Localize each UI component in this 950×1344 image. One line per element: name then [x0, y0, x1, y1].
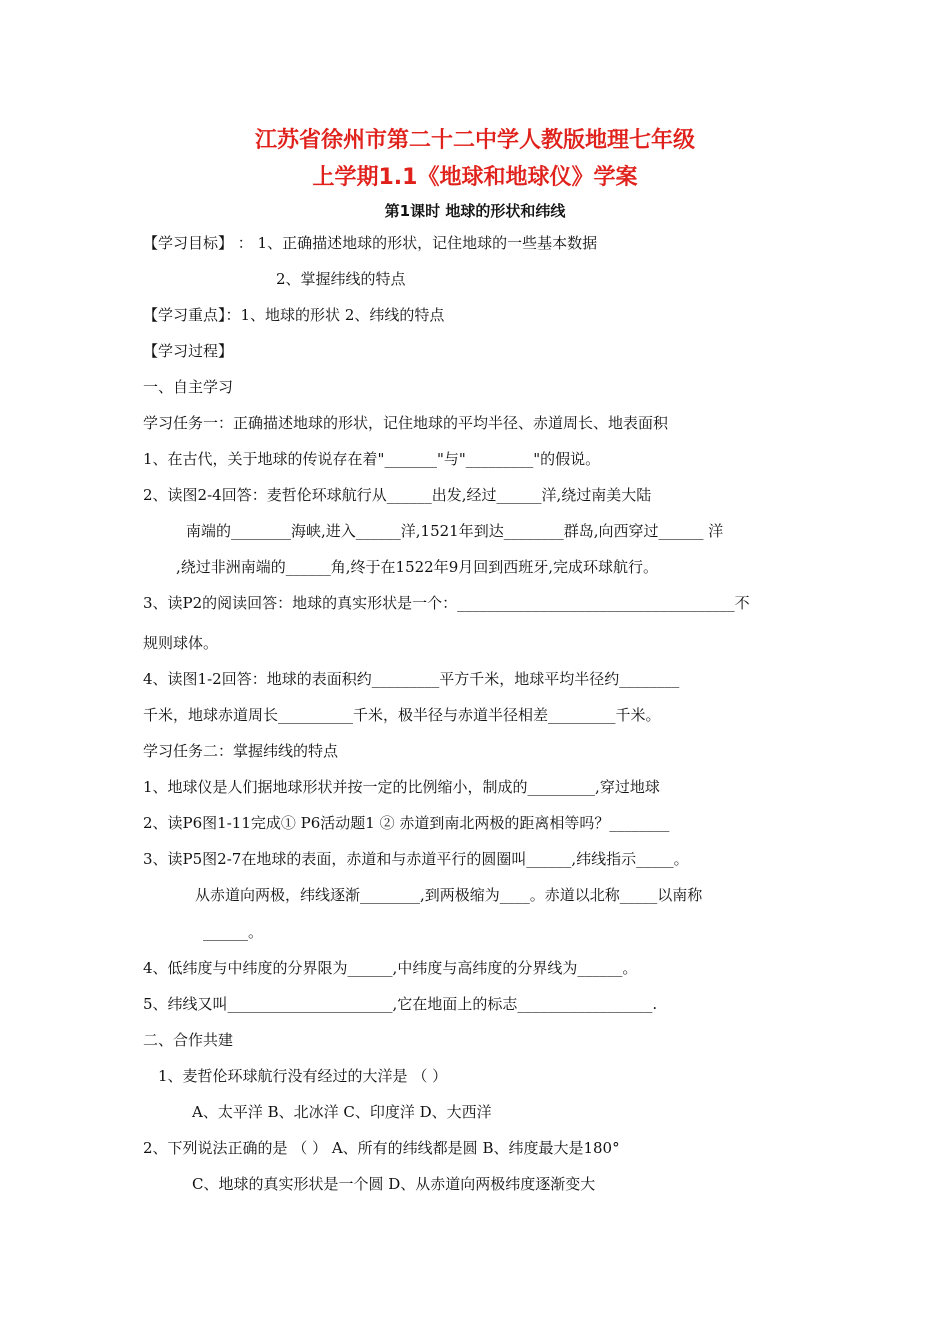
task-2-question-3-line-3: ______。	[203, 923, 264, 941]
title-line-1: 江苏省徐州市第二十二中学人教版地理七年级	[254, 128, 695, 153]
task-2-question-1: 1、地球仪是人们据地球形状并按一定的比例缩小，制成的_________,穿过地球	[143, 778, 660, 796]
question-4-line-2: 千米，地球赤道周长__________千米，极半径与赤道半径相差_________千米。	[143, 706, 661, 724]
learning-focus: 【学习重点】：1、地球的形状 2、纬线的特点	[143, 306, 445, 324]
learning-goal-1: 【学习目标】 ： 1、正确描述地球的形状，记住地球的一些基本数据	[143, 234, 598, 252]
task-1-heading: 学习任务一：正确描述地球的形状，记住地球的平均半径、赤道周长、地表面积	[143, 414, 669, 432]
task-2-question-3-line-1: 3、读P5图2-7在地球的表面，赤道和与赤道平行的圆圈叫______,纬线指示_____。	[143, 850, 689, 868]
question-2-line-3: ,绕过非洲南端的______角,终于在1522年9月回到西班牙,完成环球航行。	[176, 558, 659, 576]
section-heading-1: 一、自主学习	[143, 378, 234, 396]
mc-question-2-options: C、地球的真实形状是一个圆 D、从赤道向两极纬度逐渐变大	[192, 1175, 596, 1193]
mc-question-1-options: A、太平洋 B、北冰洋 C、印度洋 D、大西洋	[192, 1103, 492, 1121]
question-2-line-2: 南端的________海峡,进入______洋,1521年到达________群岛,向西穿过______ 洋	[186, 522, 724, 540]
mc-question-2: 2、下列说法正确的是 （ ） A、所有的纬线都是圆 B、纬度最大是180°	[143, 1139, 620, 1157]
mc-question-1: 1、麦哲伦环球航行没有经过的大洋是 （ ）	[158, 1067, 448, 1085]
section-heading-2: 二、合作共建	[143, 1031, 234, 1049]
task-2-question-3-line-2: 从赤道向两极，纬线逐渐________,到两极缩为____。赤道以北称_____以南称	[195, 886, 703, 904]
question-1: 1、在古代，关于地球的传说存在着"_______"与"_________"的假说。	[143, 450, 601, 468]
learning-process-heading: 【学习过程】	[143, 342, 234, 360]
question-3-line-2: 规则球体。	[143, 634, 219, 652]
learning-goal-2: 2、掌握纬线的特点	[276, 270, 406, 288]
task-2-question-5: 5、纬线又叫______________________,它在地面上的标志__________________.	[143, 995, 658, 1013]
lesson-subtitle: 第1课时 地球的形状和纬线	[384, 202, 566, 220]
task-2-question-2: 2、读P6图1-11完成① P6活动题1 ② 赤道到南北两极的距离相等吗？________	[143, 814, 670, 832]
title-line-2: 上学期1.1《地球和地球仪》学案	[312, 165, 638, 190]
task-2-question-4: 4、低纬度与中纬度的分界限为______,中纬度与高纬度的分界线为______。	[143, 959, 638, 977]
question-2-line-1: 2、读图2-4回答：麦哲伦环球航行从______出发,经过______洋,绕过南美大陆	[143, 486, 652, 504]
task-2-heading: 学习任务二：掌握纬线的特点	[143, 742, 339, 760]
question-4-line-1: 4、读图1-2回答：地球的表面积约_________平方千米，地球平均半径约________	[143, 670, 680, 688]
question-3-line-1: 3、读P2的阅读回答：地球的真实形状是一个：_____________________________________不	[143, 594, 750, 612]
